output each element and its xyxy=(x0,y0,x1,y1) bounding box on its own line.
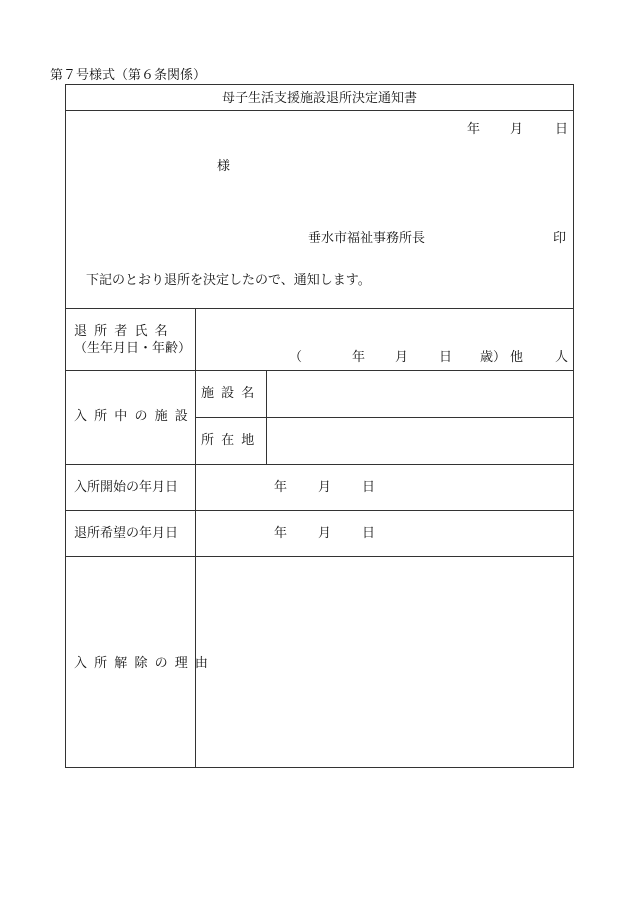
age-field: 歳） xyxy=(480,350,507,365)
desired-leave-divider xyxy=(66,556,573,557)
admission-divider xyxy=(66,510,573,511)
cancel-reason-field[interactable] xyxy=(202,563,568,761)
recipient-suffix: 様 xyxy=(217,159,231,174)
others-label: 他 xyxy=(510,350,524,365)
current-facility-label: 入所中の施設 xyxy=(74,409,195,424)
date-year: 年 xyxy=(467,122,481,137)
admission-start-day: 日 xyxy=(362,480,376,495)
admission-start-year: 年 xyxy=(274,480,288,495)
birth-open-paren: （ xyxy=(289,350,303,365)
birth-month-field: 月 xyxy=(395,350,409,365)
desired-leave-day: 日 xyxy=(362,526,376,541)
form-number: 第７号様式（第６条関係） xyxy=(50,68,207,83)
birth-year-field: 年 xyxy=(352,350,366,365)
leaver-label-sub: （生年月日・年齢） xyxy=(74,341,192,356)
facility-divider xyxy=(66,464,573,465)
issuer-name: 垂水市福祉事務所長 xyxy=(308,231,426,246)
facility-name-label: 施設名 xyxy=(201,386,262,401)
notification-form xyxy=(65,84,574,768)
desired-leave-month: 月 xyxy=(318,526,332,541)
desired-leave-year: 年 xyxy=(274,526,288,541)
cancel-reason-label: 入所解除の理由 xyxy=(74,656,216,671)
leaver-divider xyxy=(66,370,573,371)
title-divider xyxy=(66,110,573,111)
date-day: 日 xyxy=(555,122,569,137)
admission-start-label: 入所開始の年月日 xyxy=(74,480,179,495)
birth-day-field: 日 xyxy=(439,350,453,365)
facility-inner-divider xyxy=(195,417,573,418)
seal-mark: 印 xyxy=(553,231,567,246)
admission-start-month: 月 xyxy=(318,480,332,495)
persons-count-field: 人 xyxy=(555,350,569,365)
facility-name-field[interactable] xyxy=(272,377,568,405)
notice-divider xyxy=(66,308,573,309)
notice-body-text: 下記のとおり退所を決定したので、通知します。 xyxy=(86,273,371,288)
date-month: 月 xyxy=(510,122,524,137)
location-field[interactable] xyxy=(272,424,568,452)
form-title: 母子生活支援施設退所決定通知書 xyxy=(221,91,417,106)
label-column-divider xyxy=(195,308,196,768)
desired-leave-label: 退所希望の年月日 xyxy=(74,526,179,541)
leaver-label: 退所者氏名 xyxy=(74,324,175,339)
location-label: 所在地 xyxy=(201,433,262,448)
